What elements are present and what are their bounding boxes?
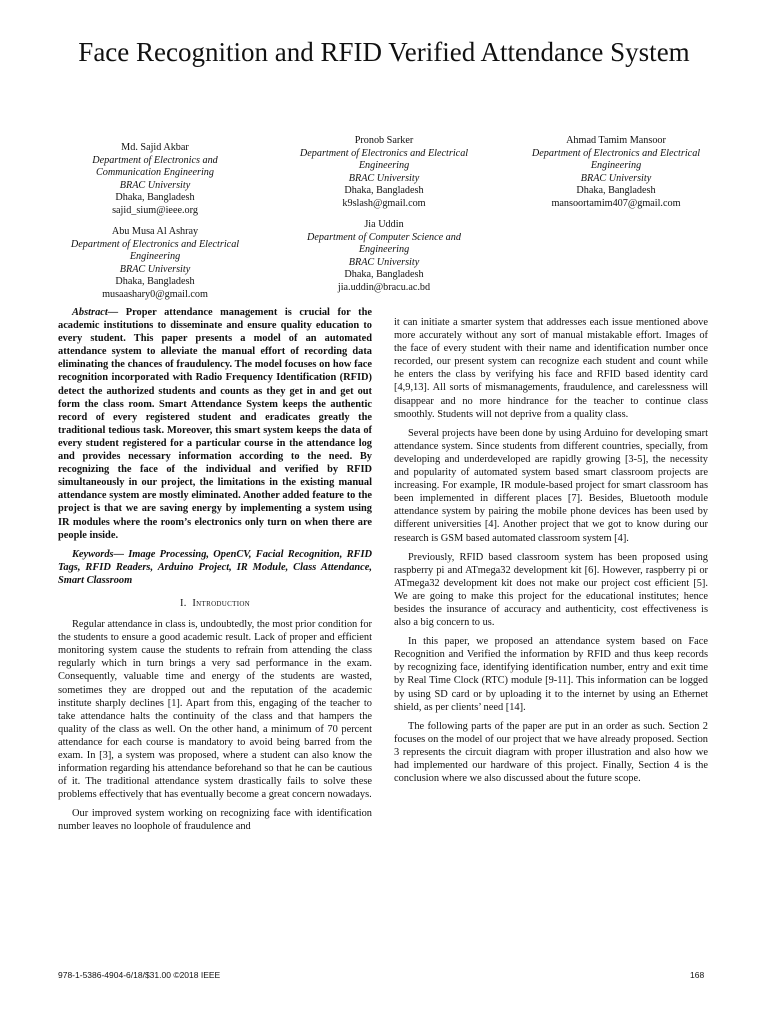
author-email: k9slash@gmail.com xyxy=(342,197,426,209)
author-university: BRAC University xyxy=(348,256,420,268)
author-university: BRAC University xyxy=(580,172,652,184)
author-email: mansoortamim407@gmail.com xyxy=(551,197,681,209)
author-name: Md. Sajid Akbar xyxy=(121,142,189,153)
author-block xyxy=(60,142,250,218)
author-location: Dhaka, Bangladesh xyxy=(576,185,656,197)
author-email: musaashary0@gmail.com xyxy=(102,288,208,300)
abstract-text: Proper attendance management is crucial for the academic institutions to disseminate and ensure quality education to every student. This paper presents a model of an automated attendance system to alleviate the manual effort of recording data eliminating the chances of fraudulency. The model focuses on how face recognition incorporated with Radio Frequency Identification (RFID) detect the authorized students and counts as they get in and get out form the class room. Smart Attendance System keeps the authentic record of every registered student and eradicates greatly the traditional tedious task. Moreover, this smart system keeps the data of every student registered for a particular course in the attendance log and provides necessary information according to the need. By recognizing the face of the individual and verified by RFID simultaneously in our project, the limitations in the existing manual attendance system are mostly eliminated. Another added feature to the project is that we are saving energy by implementing a system using IR modules where the room’s electronics only turn on when there are people inside. xyxy=(58,307,372,541)
author-department: Department of Electronics and Electrical Engineering xyxy=(299,147,469,172)
left-column xyxy=(58,306,372,840)
author-email: sajid_sium@ieee.org xyxy=(112,204,198,216)
author-name: Pronob Sarker xyxy=(354,135,414,146)
author-department: Department of Electronics and Communication Engineering xyxy=(92,154,218,179)
author-university: BRAC University xyxy=(119,179,191,191)
author-block xyxy=(518,135,714,211)
paragraph: The following parts of the paper are put in an order as such. Section 2 focuses on the model of our project that we have already proposed. Section 3 represents the circuit diagram with proper illustration and also how we had implemented our hardware of this project. Finally, Section 4 is the conclusion where we also discussed about the future scope. xyxy=(394,720,708,785)
abstract xyxy=(58,306,372,542)
paragraph: Several projects have been done by using Arduino for developing smart attendance system. Since students from different countries, specially, from developing and underdeveloped are rapidly growing [3-5], the necessity and popularity of automated system based smart classroom projects are increasing. For example, IR module-based project for smart classroom has been implemented in different places [7]. Besides, Bluetooth module attendance system by pairing the mobile phone devices has been used by different universities [4]. Another project that we got to know during our research is GSM based automated classroom system [4]. xyxy=(394,427,708,544)
author-university: BRAC University xyxy=(348,172,420,184)
section-heading xyxy=(58,597,372,610)
right-column xyxy=(394,316,708,791)
paragraph: Our improved system working on recognizing face with identification number leaves no loophole of fraudulence and xyxy=(58,808,372,833)
author-block xyxy=(286,219,482,295)
paragraph: Regular attendance in class is, undoubtedly, the most prior condition for the students to ensure a good academic result. Lack of proper and efficient monitoring system cause the students to refrain from attending the class regularly which in turn brings a very sad performance in the exam. Consequently, valuable time and energy of the students are wasted, sometimes they are dropped out and the reputation of the academic institute sharply declines [1]. Apart from this, engaging of the teacher to take attendance halts the continuity of the class and that hampers the quality of the class as well. On the other hand, a minimum of 70 percent attendance for each course is mandatory to avoid being barred from the exam. In [3], a system was proposed, where a student can also know the information regarding his attendance beforehand so that he can be cautious of it. The traditional attendance system drastically fails to solve these problems effectively that has eventually become a great concern nowadays. xyxy=(58,619,372,801)
author-location: Dhaka, Bangladesh xyxy=(115,276,195,288)
author-name: Abu Musa Al Ashray xyxy=(111,226,199,237)
author-location: Dhaka, Bangladesh xyxy=(115,192,195,204)
paper-title: Face Recognition and RFID Verified Attendance System xyxy=(78,37,690,67)
author-department: Department of Electronics and Electrical Engineering xyxy=(70,238,240,263)
author-location: Dhaka, Bangladesh xyxy=(344,269,424,281)
author-department: Department of Computer Science and Engineering xyxy=(307,231,461,256)
page-number: 168 xyxy=(690,970,705,980)
keywords-label: Keywords— xyxy=(72,548,124,560)
author-name: Jia Uddin xyxy=(364,219,404,230)
paragraph: Previously, RFID based classroom system has been proposed using raspberry pi and ATmega32 development kit [6]. However, raspberry pi or ATmega32 development kit does not make our project cost efficient [5]. We are going to make this project for the educational institutes; hence besides the insurance of accuracy and authenticity, cost effectiveness is also a big concern to us. xyxy=(394,551,708,629)
keywords-text: Image Processing, OpenCV, Facial Recognition, RFID Tags, RFID Readers, Arduino Project, IR Module, Class Attendance, Smart Classroom xyxy=(58,548,372,586)
paragraph: In this paper, we proposed an attendance system based on Face Recognition and Verified the information by RFID and thus keep records by recognizing face, identifying identification number, entry and exit time by Real Time Clock (RTC) module [9-11]. This information can be logged by using SD card or by uploading it to the internet by using an Ethernet shield, as per clients’ need [14]. xyxy=(394,636,708,713)
author-email: jia.uddin@bracu.ac.bd xyxy=(337,281,431,293)
section-number: I. xyxy=(179,597,187,609)
author-department: Department of Electronics and Electrical Engineering xyxy=(531,147,701,172)
author-location: Dhaka, Bangladesh xyxy=(344,185,424,197)
keywords xyxy=(58,548,372,587)
section-title: Introduction xyxy=(192,597,251,609)
author-name: Ahmad Tamim Mansoor xyxy=(566,135,666,146)
author-university: BRAC University xyxy=(119,263,191,275)
author-block xyxy=(286,135,482,211)
footer-copyright: 978-1-5386-4904-6/18/$31.00 ©2018 IEEE xyxy=(58,970,221,980)
author-block xyxy=(60,226,250,302)
paragraph: it can initiate a smarter system that addresses each issue mentioned above more accurately without any sort of manual mistakable effort. Images of the face of every student with their name and identification number once recorded, our present system can recognize each student and count while he enters the class by verifying his face and RFID based identity card [4,9,13]. All sorts of mismanagements, fraudulence, and carelessness will disappear and no more hindrance for the teacher to continue class smoothly. Students will not deprive from a quality class. xyxy=(394,317,708,420)
abstract-label: Abstract— xyxy=(72,307,119,318)
